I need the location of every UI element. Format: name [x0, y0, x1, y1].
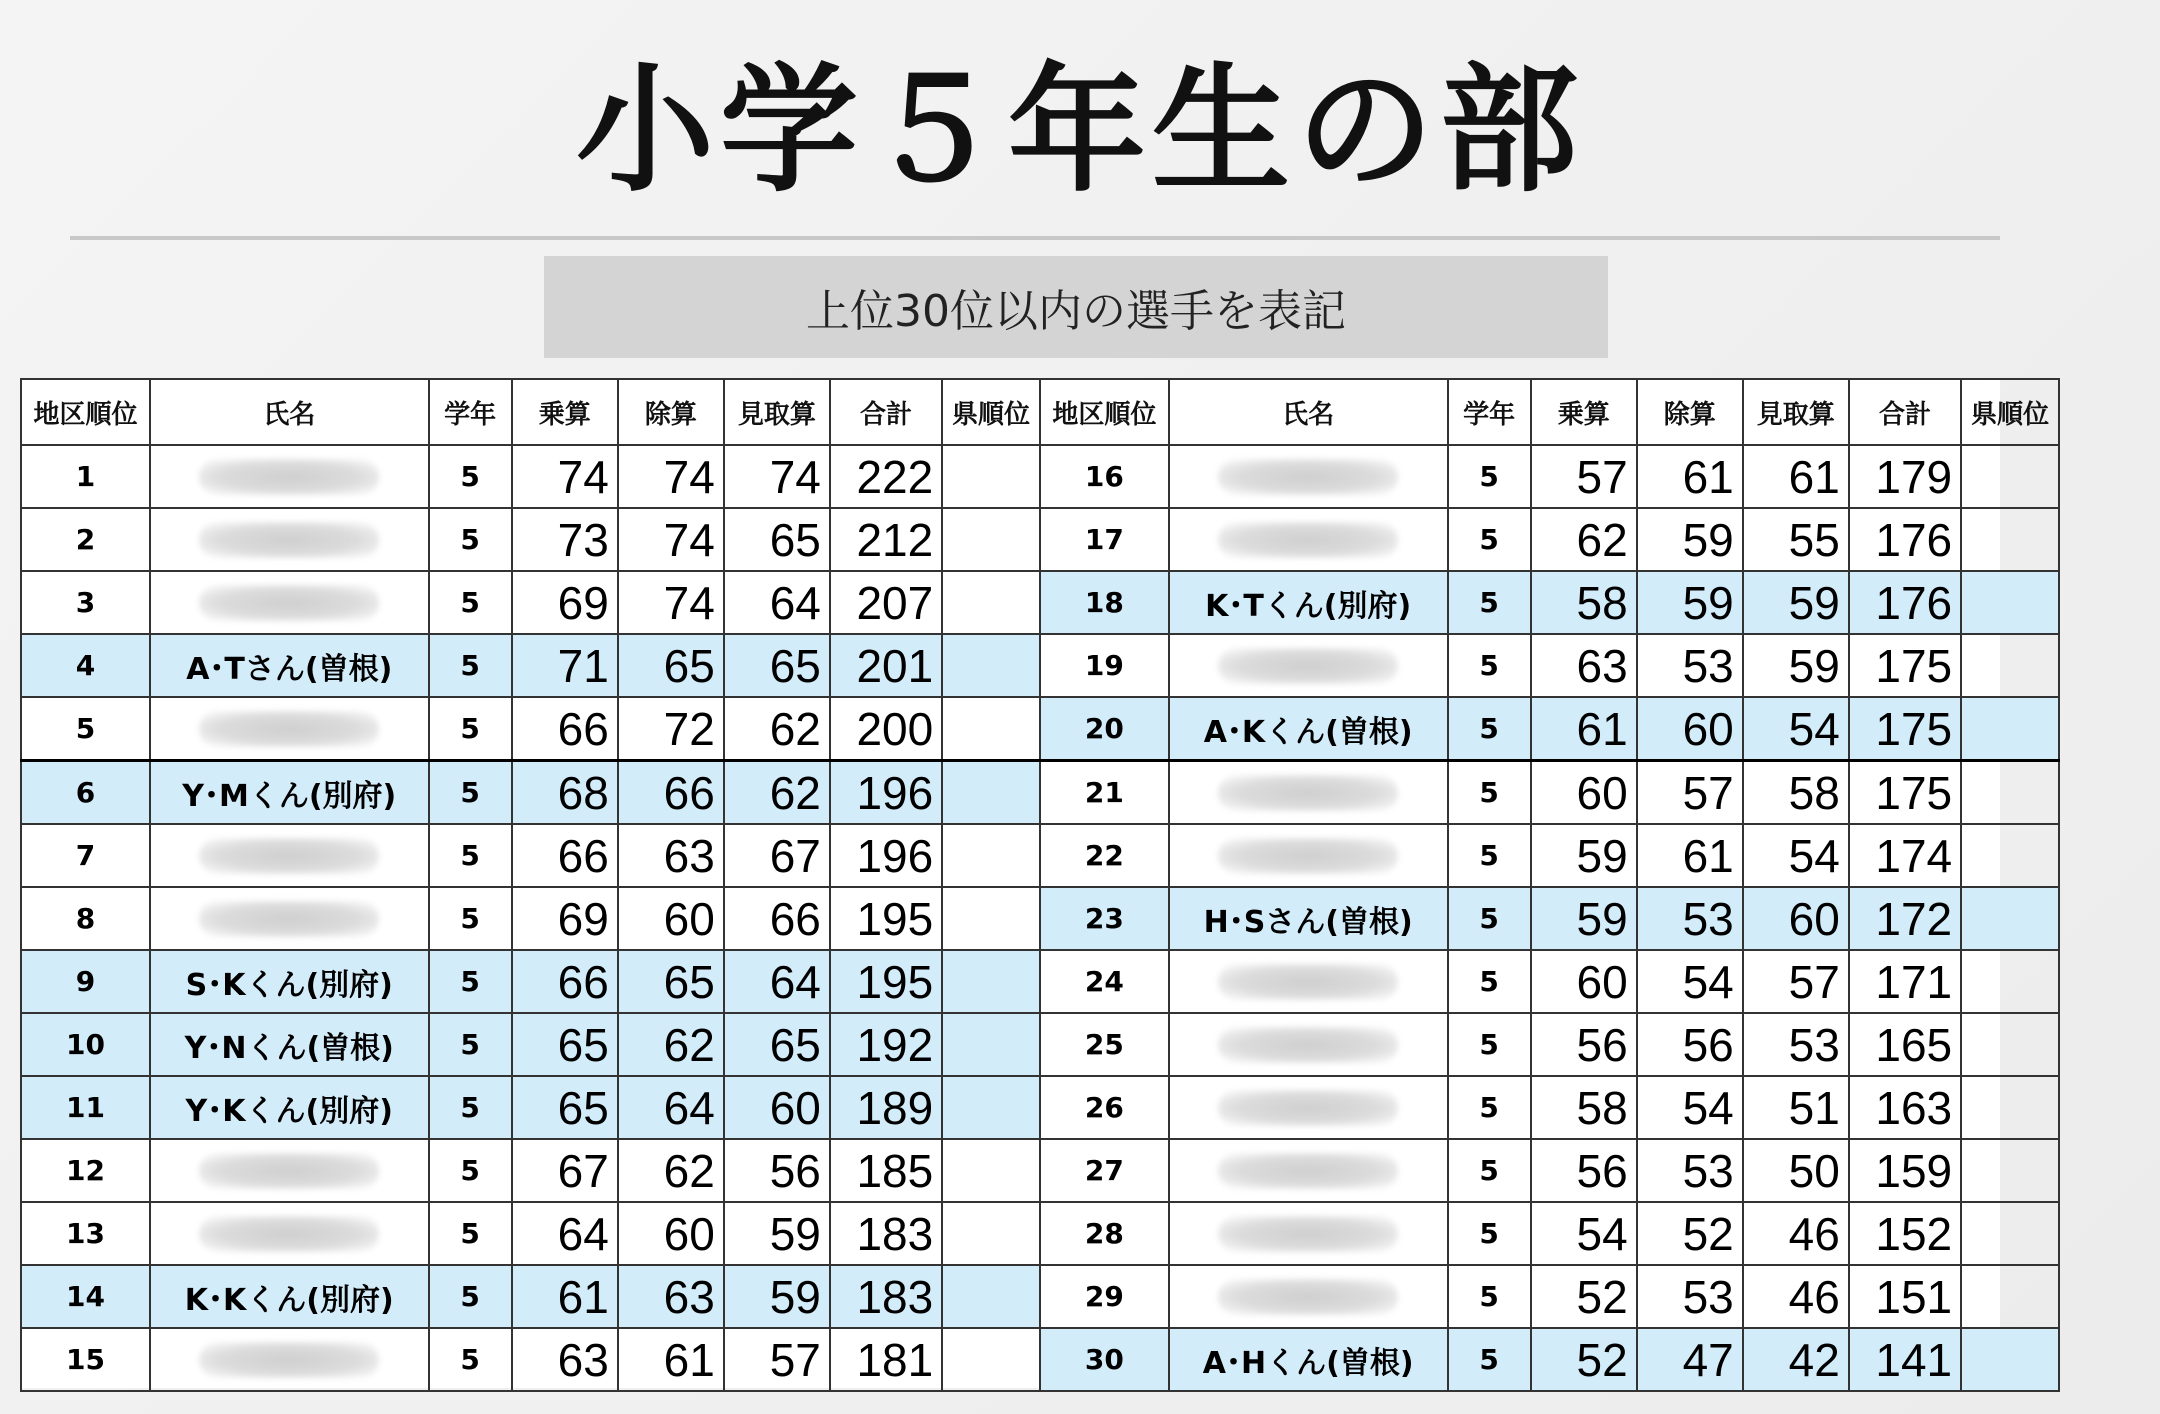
rank-cell: 18: [1040, 571, 1169, 634]
subtitle-text: 上位30位以内の選手を表記: [806, 286, 1346, 337]
division-score: 53: [1637, 1265, 1743, 1328]
grade-cell: 5: [1448, 571, 1531, 634]
pref-rank-cell: [1961, 1013, 2059, 1076]
multiplication-score: 61: [1531, 697, 1637, 761]
pref-rank-cell: [1961, 1202, 2059, 1265]
table-row: [21, 697, 2059, 761]
pref-rank-cell: [1961, 761, 2059, 825]
rank-cell: 3: [21, 571, 150, 634]
pref-rank-cell: [942, 1202, 1040, 1265]
mental-calc-score: 65: [724, 1013, 830, 1076]
total-score: 207: [830, 571, 942, 634]
redacted-name-blur: [199, 522, 379, 558]
rank-cell: 19: [1040, 634, 1169, 697]
table-row: [21, 824, 2059, 887]
mental-calc-score: 66: [724, 887, 830, 950]
rank-cell: 26: [1040, 1076, 1169, 1139]
mental-calc-score: 42: [1743, 1328, 1849, 1391]
division-score: 65: [618, 950, 724, 1013]
pref-rank-cell: [942, 571, 1040, 634]
header-grade: 学年: [429, 379, 512, 445]
pref-rank-cell: [942, 1328, 1040, 1391]
multiplication-score: 52: [1531, 1328, 1637, 1391]
header-row: [21, 379, 2059, 445]
table-row: [21, 634, 2059, 697]
pref-rank-cell: [942, 1265, 1040, 1328]
redacted-name-blur: [199, 838, 379, 874]
name-cell: [150, 697, 429, 761]
pref-rank-cell: [1961, 1076, 2059, 1139]
multiplication-score: 60: [1531, 950, 1637, 1013]
multiplication-score: 58: [1531, 1076, 1637, 1139]
grade-cell: 5: [429, 634, 512, 697]
pref-rank-cell: [942, 697, 1040, 761]
name-cell: [150, 1202, 429, 1265]
multiplication-score: 69: [512, 887, 618, 950]
division-score: 74: [618, 571, 724, 634]
rank-cell: 5: [21, 697, 150, 761]
results-table: [20, 378, 2060, 1392]
pref-rank-cell: [942, 887, 1040, 950]
redacted-name-blur: [199, 1216, 379, 1252]
division-score: 72: [618, 697, 724, 761]
name-cell: [150, 1139, 429, 1202]
name-cell: A･Tさん(曽根): [150, 634, 429, 697]
total-score: 151: [1849, 1265, 1961, 1328]
multiplication-score: 66: [512, 950, 618, 1013]
mental-calc-score: 51: [1743, 1076, 1849, 1139]
redacted-name-blur: [1218, 1153, 1398, 1189]
division-score: 61: [618, 1328, 724, 1391]
rank-cell: 24: [1040, 950, 1169, 1013]
header-multiplication: 乗算: [512, 379, 618, 445]
name-cell: [150, 887, 429, 950]
multiplication-score: 60: [1531, 761, 1637, 825]
header-division: 除算: [1637, 379, 1743, 445]
multiplication-score: 67: [512, 1139, 618, 1202]
division-score: 47: [1637, 1328, 1743, 1391]
total-score: 200: [830, 697, 942, 761]
name-cell: [150, 824, 429, 887]
pref-rank-cell: [1961, 697, 2059, 761]
rank-cell: 23: [1040, 887, 1169, 950]
name-cell: [1169, 1013, 1448, 1076]
multiplication-score: 61: [512, 1265, 618, 1328]
rank-cell: 7: [21, 824, 150, 887]
name-cell: [1169, 1076, 1448, 1139]
pref-rank-cell: [1961, 887, 2059, 950]
division-score: 62: [618, 1139, 724, 1202]
rank-cell: 25: [1040, 1013, 1169, 1076]
mental-calc-score: 62: [724, 697, 830, 761]
redacted-name-blur: [199, 1153, 379, 1189]
redacted-name-blur: [1218, 1279, 1398, 1315]
total-score: 201: [830, 634, 942, 697]
mental-calc-score: 59: [724, 1265, 830, 1328]
multiplication-score: 65: [512, 1013, 618, 1076]
mental-calc-score: 46: [1743, 1265, 1849, 1328]
mental-calc-score: 60: [724, 1076, 830, 1139]
name-cell: A･Hくん(曽根): [1169, 1328, 1448, 1391]
mental-calc-score: 61: [1743, 445, 1849, 508]
division-score: 65: [618, 634, 724, 697]
grade-cell: 5: [1448, 1013, 1531, 1076]
name-cell: [1169, 508, 1448, 571]
grade-cell: 5: [1448, 1265, 1531, 1328]
name-cell: K･Kくん(別府): [150, 1265, 429, 1328]
division-score: 59: [1637, 508, 1743, 571]
redacted-name-blur: [1218, 775, 1398, 811]
grade-cell: 5: [429, 824, 512, 887]
name-cell: Y･Nくん(曽根): [150, 1013, 429, 1076]
mental-calc-score: 59: [724, 1202, 830, 1265]
rank-cell: 11: [21, 1076, 150, 1139]
division-score: 59: [1637, 571, 1743, 634]
division-score: 60: [618, 1202, 724, 1265]
total-score: 175: [1849, 697, 1961, 761]
rank-cell: 27: [1040, 1139, 1169, 1202]
division-score: 64: [618, 1076, 724, 1139]
table-row: [21, 950, 2059, 1013]
rank-cell: 30: [1040, 1328, 1169, 1391]
header-pref-rank: 県順位: [942, 379, 1040, 445]
redacted-name-blur: [1218, 459, 1398, 495]
redacted-name-blur: [1218, 1090, 1398, 1126]
table-row: [21, 571, 2059, 634]
table-row: [21, 445, 2059, 508]
mental-calc-score: 59: [1743, 571, 1849, 634]
multiplication-score: 58: [1531, 571, 1637, 634]
mental-calc-score: 53: [1743, 1013, 1849, 1076]
pref-rank-cell: [942, 824, 1040, 887]
grade-cell: 5: [429, 1202, 512, 1265]
header-multiplication: 乗算: [1531, 379, 1637, 445]
grade-cell: 5: [1448, 824, 1531, 887]
header-pref-rank: 県順位: [1961, 379, 2059, 445]
header-rank: 地区順位: [21, 379, 150, 445]
grade-cell: 5: [1448, 634, 1531, 697]
pref-rank-cell: [1961, 1265, 2059, 1328]
name-cell: H･Sさん(曽根): [1169, 887, 1448, 950]
pref-rank-cell: [942, 445, 1040, 508]
table-row: [21, 761, 2059, 825]
multiplication-score: 63: [1531, 634, 1637, 697]
redacted-name-blur: [199, 901, 379, 937]
multiplication-score: 64: [512, 1202, 618, 1265]
header-division: 除算: [618, 379, 724, 445]
rank-cell: 17: [1040, 508, 1169, 571]
total-score: 174: [1849, 824, 1961, 887]
grade-cell: 5: [1448, 1076, 1531, 1139]
rank-cell: 16: [1040, 445, 1169, 508]
redacted-name-blur: [1218, 1216, 1398, 1252]
subtitle-banner: [544, 256, 1608, 358]
grade-cell: 5: [1448, 761, 1531, 825]
total-score: 163: [1849, 1076, 1961, 1139]
header-total: 合計: [830, 379, 942, 445]
division-score: 62: [618, 1013, 724, 1076]
mental-calc-score: 54: [1743, 824, 1849, 887]
grade-cell: 5: [429, 1139, 512, 1202]
name-cell: [1169, 824, 1448, 887]
division-score: 61: [1637, 824, 1743, 887]
redacted-name-blur: [199, 711, 379, 747]
name-cell: [150, 571, 429, 634]
mental-calc-score: 65: [724, 634, 830, 697]
multiplication-score: 68: [512, 761, 618, 825]
total-score: 185: [830, 1139, 942, 1202]
multiplication-score: 73: [512, 508, 618, 571]
table-row: [21, 1265, 2059, 1328]
mental-calc-score: 64: [724, 950, 830, 1013]
rank-cell: 22: [1040, 824, 1169, 887]
rank-cell: 20: [1040, 697, 1169, 761]
division-score: 54: [1637, 950, 1743, 1013]
total-score: 195: [830, 887, 942, 950]
header-rank: 地区順位: [1040, 379, 1169, 445]
header-mental-calc: 見取算: [1743, 379, 1849, 445]
name-cell: [150, 508, 429, 571]
header-grade: 学年: [1448, 379, 1531, 445]
division-score: 60: [1637, 697, 1743, 761]
table-row: [21, 1139, 2059, 1202]
results-body: [21, 445, 2059, 1391]
redacted-name-blur: [1218, 838, 1398, 874]
header-name: 氏名: [1169, 379, 1448, 445]
multiplication-score: 56: [1531, 1013, 1637, 1076]
mental-calc-score: 57: [724, 1328, 830, 1391]
division-score: 53: [1637, 1139, 1743, 1202]
table-row: [21, 1013, 2059, 1076]
total-score: 141: [1849, 1328, 1961, 1391]
rank-cell: 14: [21, 1265, 150, 1328]
pref-rank-cell: [1961, 508, 2059, 571]
total-score: 159: [1849, 1139, 1961, 1202]
grade-cell: 5: [1448, 887, 1531, 950]
rank-cell: 6: [21, 761, 150, 825]
multiplication-score: 74: [512, 445, 618, 508]
rank-cell: 13: [21, 1202, 150, 1265]
division-score: 53: [1637, 634, 1743, 697]
table-row: [21, 508, 2059, 571]
multiplication-score: 69: [512, 571, 618, 634]
total-score: 175: [1849, 634, 1961, 697]
total-score: 175: [1849, 761, 1961, 825]
total-score: 172: [1849, 887, 1961, 950]
total-score: 196: [830, 824, 942, 887]
grade-cell: 5: [1448, 445, 1531, 508]
results-table-container: [20, 378, 2050, 1388]
grade-cell: 5: [1448, 1139, 1531, 1202]
name-cell: [1169, 761, 1448, 825]
multiplication-score: 59: [1531, 887, 1637, 950]
multiplication-score: 65: [512, 1076, 618, 1139]
pref-rank-cell: [942, 1013, 1040, 1076]
division-score: 63: [618, 824, 724, 887]
table-row: [21, 1202, 2059, 1265]
total-score: 171: [1849, 950, 1961, 1013]
redacted-name-blur: [199, 585, 379, 621]
name-cell: [150, 445, 429, 508]
pref-rank-cell: [1961, 1328, 2059, 1391]
mental-calc-score: 46: [1743, 1202, 1849, 1265]
header-mental-calc: 見取算: [724, 379, 830, 445]
multiplication-score: 63: [512, 1328, 618, 1391]
rank-cell: 28: [1040, 1202, 1169, 1265]
division-score: 60: [618, 887, 724, 950]
grade-cell: 5: [429, 445, 512, 508]
table-row: [21, 1076, 2059, 1139]
multiplication-score: 62: [1531, 508, 1637, 571]
grade-cell: 5: [429, 1328, 512, 1391]
pref-rank-cell: [1961, 1139, 2059, 1202]
name-cell: [1169, 950, 1448, 1013]
name-cell: [1169, 1265, 1448, 1328]
multiplication-score: 59: [1531, 824, 1637, 887]
mental-calc-score: 74: [724, 445, 830, 508]
grade-cell: 5: [1448, 1328, 1531, 1391]
division-score: 63: [618, 1265, 724, 1328]
pref-rank-cell: [942, 761, 1040, 825]
pref-rank-cell: [1961, 634, 2059, 697]
total-score: 189: [830, 1076, 942, 1139]
rank-cell: 2: [21, 508, 150, 571]
table-row: [21, 1328, 2059, 1391]
multiplication-score: 57: [1531, 445, 1637, 508]
total-score: 176: [1849, 508, 1961, 571]
total-score: 181: [830, 1328, 942, 1391]
total-score: 179: [1849, 445, 1961, 508]
grade-cell: 5: [429, 950, 512, 1013]
grade-cell: 5: [429, 761, 512, 825]
grade-cell: 5: [429, 508, 512, 571]
redacted-name-blur: [199, 459, 379, 495]
multiplication-score: 71: [512, 634, 618, 697]
rank-cell: 10: [21, 1013, 150, 1076]
rank-cell: 21: [1040, 761, 1169, 825]
grade-cell: 5: [1448, 950, 1531, 1013]
total-score: 176: [1849, 571, 1961, 634]
grade-cell: 5: [1448, 508, 1531, 571]
grade-cell: 5: [429, 887, 512, 950]
pref-rank-cell: [1961, 950, 2059, 1013]
pref-rank-cell: [942, 950, 1040, 1013]
redacted-name-blur: [199, 1342, 379, 1378]
rank-cell: 9: [21, 950, 150, 1013]
mental-calc-score: 57: [1743, 950, 1849, 1013]
name-cell: [150, 1328, 429, 1391]
grade-cell: 5: [429, 1076, 512, 1139]
table-row: [21, 887, 2059, 950]
pref-rank-cell: [1961, 571, 2059, 634]
division-score: 57: [1637, 761, 1743, 825]
rank-cell: 4: [21, 634, 150, 697]
pref-rank-cell: [942, 508, 1040, 571]
division-score: 74: [618, 508, 724, 571]
mental-calc-score: 58: [1743, 761, 1849, 825]
title-divider: [70, 236, 2000, 240]
grade-cell: 5: [1448, 1202, 1531, 1265]
name-cell: K･Tくん(別府): [1169, 571, 1448, 634]
name-cell: [1169, 634, 1448, 697]
mental-calc-score: 56: [724, 1139, 830, 1202]
rank-cell: 8: [21, 887, 150, 950]
redacted-name-blur: [1218, 522, 1398, 558]
division-score: 56: [1637, 1013, 1743, 1076]
division-score: 53: [1637, 887, 1743, 950]
header-total: 合計: [1849, 379, 1961, 445]
grade-cell: 5: [429, 1013, 512, 1076]
rank-cell: 15: [21, 1328, 150, 1391]
division-score: 61: [1637, 445, 1743, 508]
mental-calc-score: 59: [1743, 634, 1849, 697]
total-score: 165: [1849, 1013, 1961, 1076]
total-score: 212: [830, 508, 942, 571]
total-score: 183: [830, 1265, 942, 1328]
pref-rank-cell: [942, 634, 1040, 697]
total-score: 196: [830, 761, 942, 825]
mental-calc-score: 64: [724, 571, 830, 634]
page-title: 小学５年生の部: [575, 50, 1584, 211]
name-cell: [1169, 445, 1448, 508]
division-score: 52: [1637, 1202, 1743, 1265]
total-score: 152: [1849, 1202, 1961, 1265]
rank-cell: 1: [21, 445, 150, 508]
mental-calc-score: 60: [1743, 887, 1849, 950]
division-score: 74: [618, 445, 724, 508]
division-score: 54: [1637, 1076, 1743, 1139]
redacted-name-blur: [1218, 1027, 1398, 1063]
total-score: 183: [830, 1202, 942, 1265]
header-name: 氏名: [150, 379, 429, 445]
mental-calc-score: 62: [724, 761, 830, 825]
name-cell: Y･Kくん(別府): [150, 1076, 429, 1139]
grade-cell: 5: [1448, 697, 1531, 761]
mental-calc-score: 67: [724, 824, 830, 887]
grade-cell: 5: [429, 697, 512, 761]
pref-rank-cell: [942, 1139, 1040, 1202]
redacted-name-blur: [1218, 648, 1398, 684]
multiplication-score: 56: [1531, 1139, 1637, 1202]
pref-rank-cell: [1961, 445, 2059, 508]
name-cell: A･Kくん(曽根): [1169, 697, 1448, 761]
mental-calc-score: 54: [1743, 697, 1849, 761]
name-cell: [1169, 1202, 1448, 1265]
multiplication-score: 54: [1531, 1202, 1637, 1265]
mental-calc-score: 55: [1743, 508, 1849, 571]
pref-rank-cell: [942, 1076, 1040, 1139]
rank-cell: 29: [1040, 1265, 1169, 1328]
name-cell: Y･Mくん(別府): [150, 761, 429, 825]
total-score: 195: [830, 950, 942, 1013]
total-score: 192: [830, 1013, 942, 1076]
pref-rank-cell: [1961, 824, 2059, 887]
division-score: 66: [618, 761, 724, 825]
multiplication-score: 66: [512, 697, 618, 761]
multiplication-score: 66: [512, 824, 618, 887]
mental-calc-score: 65: [724, 508, 830, 571]
grade-cell: 5: [429, 571, 512, 634]
name-cell: [1169, 1139, 1448, 1202]
mental-calc-score: 50: [1743, 1139, 1849, 1202]
rank-cell: 12: [21, 1139, 150, 1202]
redacted-name-blur: [1218, 964, 1398, 1000]
total-score: 222: [830, 445, 942, 508]
multiplication-score: 52: [1531, 1265, 1637, 1328]
grade-cell: 5: [429, 1265, 512, 1328]
name-cell: S･Kくん(別府): [150, 950, 429, 1013]
